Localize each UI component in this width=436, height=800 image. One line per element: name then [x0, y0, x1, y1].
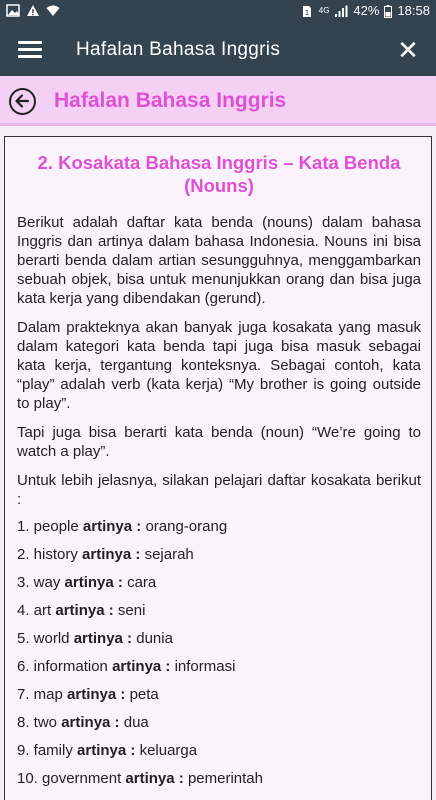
vocabulary-list: [17, 517, 421, 797]
status-bar: [0, 0, 436, 24]
page-header: [0, 76, 436, 126]
list-item: 9. family artinya : keluarga: [17, 742, 198, 759]
list-item: 10. government artinya : pemerintah: [17, 770, 263, 787]
back-button[interactable]: [9, 88, 36, 115]
paragraph-practice: Dalam prakteknya akan banyak juga kosakata yang masuk dalam kategori kata benda tapi juga bisa masuk sebagai kata kerja, tergantung konteksnya. Sebagai contoh, kata “play” adalah verb (kata kerja) “My brother is going outside to play”.: [17, 319, 421, 412]
app-title: Hafalan Bahasa Inggris: [76, 39, 281, 60]
list-item: 4. art artinya : seni: [17, 602, 146, 619]
list-item: 1. people artinya : orang-orang: [17, 518, 228, 535]
menu-icon[interactable]: [18, 38, 42, 62]
article-content: [17, 151, 421, 797]
network-type: 4G: [318, 6, 330, 15]
clock: 18:58: [397, 3, 430, 18]
article-card: [4, 136, 432, 800]
close-icon[interactable]: ✕: [397, 35, 419, 65]
list-item: 6. information artinya : informasi: [17, 658, 236, 675]
list-item: 7. map artinya : peta: [17, 686, 159, 703]
list-item: 5. world artinya : dunia: [17, 630, 173, 647]
battery-icon: [384, 5, 392, 18]
list-item: 2. history artinya : sejarah: [17, 546, 194, 563]
back-arrow-icon: [13, 92, 31, 110]
sim-icon: [300, 5, 314, 18]
paragraph-noun-example: Tapi juga bisa berarti kata benda (noun) “We’re going to watch a play”.: [17, 424, 421, 460]
paragraph-intro: Berikut adalah daftar kata benda (nouns) dalam bahasa Inggris dan artinya dalam bahasa Indonesia. Nouns ini bisa berarti benda dalam artian sesungguhnya, menggambarkan sebuah objek, bisa untuk menunjukkan orang dan bisa juga kata kerja yang dibendakan (gerund).: [17, 214, 421, 307]
article-title: 2. Kosakata Bahasa Inggris – Kata Benda (Nouns): [37, 152, 401, 196]
signal-icon: [334, 5, 348, 18]
list-item: 8. two artinya : dua: [17, 714, 149, 731]
svg-text:1: 1: [304, 8, 309, 17]
list-item: 3. way artinya : cara: [17, 574, 157, 591]
paragraph-list-intro: Untuk lebih jelasnya, silakan pelajari daftar kosakata berikut :: [17, 472, 421, 508]
app-bar: [0, 24, 436, 76]
battery-percent: 42%: [353, 3, 380, 18]
warning-icon: [26, 4, 40, 17]
page-title: Hafalan Bahasa Inggris: [54, 89, 287, 112]
image-icon: [6, 4, 20, 17]
wifi-icon: [46, 4, 60, 17]
